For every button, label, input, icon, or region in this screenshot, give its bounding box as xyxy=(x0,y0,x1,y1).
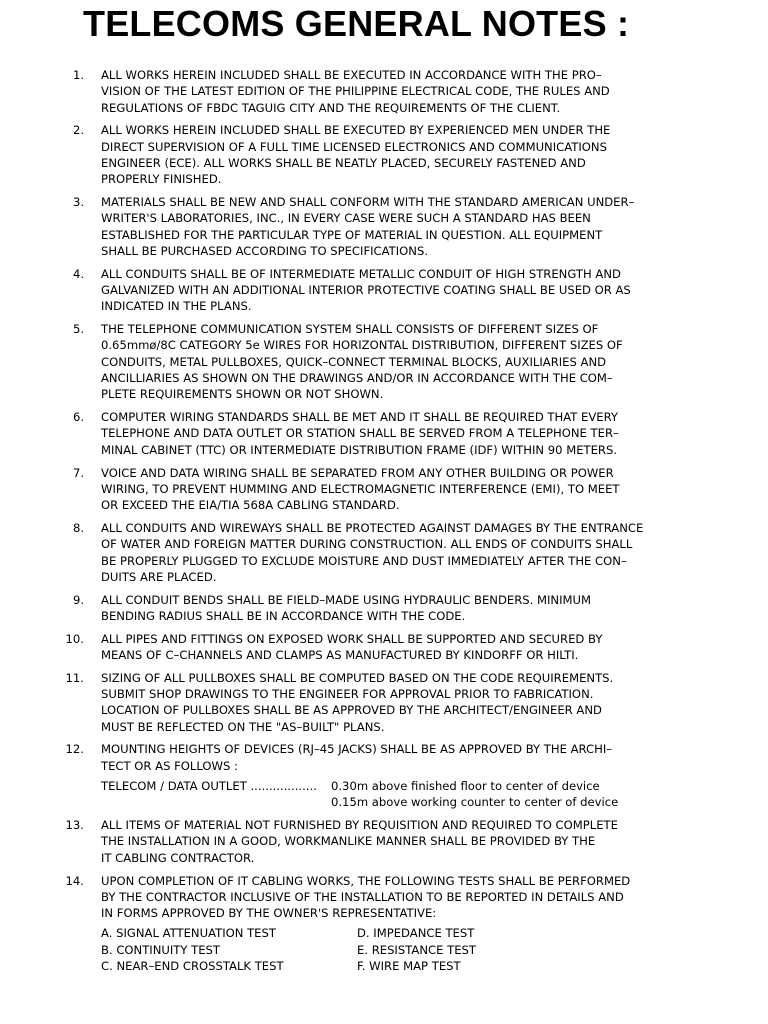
note-number: 5. xyxy=(72,322,84,337)
notes-list xyxy=(0,67,768,981)
note-item xyxy=(0,409,768,458)
note-line: ANCILLIARIES AS SHOWN ON THE DRAWINGS AND/OR IN ACCORDANCE WITH THE COM– xyxy=(101,371,613,386)
note-line: TECT OR AS FOLLOWS : xyxy=(101,758,238,773)
note-item xyxy=(0,741,768,810)
note-item xyxy=(0,266,768,315)
note-line: ALL CONDUITS SHALL BE OF INTERMEDIATE METALLIC CONDUIT OF HIGH STRENGTH AND xyxy=(101,266,621,281)
test-item: B. CONTINUITY TEST xyxy=(101,942,220,957)
note-line: SHALL BE PURCHASED ACCORDING TO SPECIFICATIONS. xyxy=(101,243,429,258)
note-line: ALL CONDUITS AND WIREWAYS SHALL BE PROTECTED AGAINST DAMAGES BY THE ENTRANCE xyxy=(101,520,644,535)
note-line: VISION OF THE LATEST EDITION OF THE PHILIPPINE ELECTRICAL CODE, THE RULES AND xyxy=(101,84,610,99)
note-number: 12. xyxy=(65,742,84,757)
note-line: THE INSTALLATION IN A GOOD, WORKMANLIKE MANNER SHALL BE PROVIDED BY THE xyxy=(101,834,596,849)
note-line: OF WATER AND FOREIGN MATTER DURING CONSTRUCTION. ALL ENDS OF CONDUITS SHALL xyxy=(101,537,633,552)
note-line: MEANS OF C–CHANNELS AND CLAMPS AS MANUFACTURED BY KINDORFF OR HILTI. xyxy=(101,648,579,662)
note-number: 2. xyxy=(72,123,84,138)
note-line: MINAL CABINET (TTC) OR INTERMEDIATE DISTRIBUTION FRAME (IDF) WITHIN 90 METERS. xyxy=(101,442,618,457)
note-line: DUITS ARE PLACED. xyxy=(101,569,217,584)
note-line: ALL ITEMS OF MATERIAL NOT FURNISHED BY REQUISITION AND REQUIRED TO COMPLETE xyxy=(101,818,618,833)
note-line: ALL PIPES AND FITTINGS ON EXPOSED WORK SHALL BE SUPPORTED AND SECURED BY xyxy=(101,631,603,646)
note-line: DIRECT SUPERVISION OF A FULL TIME LICENSED ELECTRONICS AND COMMUNICATIONS xyxy=(101,139,607,154)
note-number: 14. xyxy=(65,873,84,888)
note-number: 4. xyxy=(72,266,84,281)
note-item xyxy=(0,670,768,735)
note-item xyxy=(0,592,768,625)
page-title: TELECOMS GENERAL NOTES : xyxy=(83,3,630,44)
note-line: CONDUITS, METAL PULLBOXES, QUICK–CONNECT TERMINAL BLOCKS, AUXILIARIES AND xyxy=(101,354,607,369)
note-number: 13. xyxy=(65,818,84,833)
note-line: LOCATION OF PULLBOXES SHALL BE AS APPROVED BY THE ARCHITECT/ENGINEER AND xyxy=(101,703,602,718)
note-line: ALL CONDUIT BENDS SHALL BE FIELD–MADE USING HYDRAULIC BENDERS. MINIMUM xyxy=(101,592,591,607)
note-line: PROPERLY FINISHED. xyxy=(101,172,222,187)
note-line: BENDING RADIUS SHALL BE IN ACCORDANCE WITH THE CODE. xyxy=(101,608,466,623)
note-line: VOICE AND DATA WIRING SHALL BE SEPARATED FROM ANY OTHER BUILDING OR POWER xyxy=(101,465,614,480)
note-item xyxy=(0,520,768,585)
note-line: WRITER'S LABORATORIES, INC., IN EVERY CASE WERE SUCH A STANDARD HAS BEEN xyxy=(101,211,591,226)
note-number: 1. xyxy=(72,68,84,82)
note-item xyxy=(0,631,768,664)
note-line: IT CABLING CONTRACTOR. xyxy=(101,850,255,865)
test-list xyxy=(101,925,768,974)
note-line: MUST BE REFLECTED ON THE "AS–BUILT" PLANS. xyxy=(101,719,385,734)
note-line: MOUNTING HEIGHTS OF DEVICES (RJ–45 JACKS) SHALL BE AS APPROVED BY THE ARCHI– xyxy=(101,742,613,757)
note-item xyxy=(0,817,768,866)
note-line: THE TELEPHONE COMMUNICATION SYSTEM SHALL CONSISTS OF DIFFERENT SIZES OF xyxy=(101,322,599,337)
note-line: GALVANIZED WITH AN ADDITIONAL INTERIOR PROTECTIVE COATING SHALL BE USED OR AS xyxy=(101,283,631,298)
note-line: REGULATIONS OF FBDC TAGUIG CITY AND THE REQUIREMENTS OF THE CLIENT. xyxy=(101,100,561,115)
note-line: BE PROPERLY PLUGGED TO EXCLUDE MOISTURE AND DUST IMMEDIATELY AFTER THE CON– xyxy=(101,553,627,568)
test-item: A. SIGNAL ATTENUATION TEST xyxy=(101,926,276,941)
note-item xyxy=(0,465,768,514)
test-item: C. NEAR–END CROSSTALK TEST xyxy=(101,959,284,974)
note-line: PLETE REQUIREMENTS SHOWN OR NOT SHOWN. xyxy=(101,387,384,402)
note-item xyxy=(0,321,768,402)
note-item xyxy=(0,194,768,259)
mounting-value: 0.30m above finished floor to center of device xyxy=(331,779,600,794)
note-line: INDICATED IN THE PLANS. xyxy=(101,299,252,314)
note-item xyxy=(0,122,768,187)
note-line: SIZING OF ALL PULLBOXES SHALL BE COMPUTED BASED ON THE CODE REQUIREMENTS. xyxy=(101,670,614,685)
note-line: UPON COMPLETION OF IT CABLING WORKS, THE FOLLOWING TESTS SHALL BE PERFORMED xyxy=(101,873,631,888)
note-item xyxy=(0,873,768,975)
test-item: E. RESISTANCE TEST xyxy=(357,942,476,957)
note-number: 10. xyxy=(65,631,84,646)
note-number: 6. xyxy=(72,410,84,425)
mounting-label: TELECOM / DATA OUTLET .................. xyxy=(101,779,317,794)
note-number: 8. xyxy=(72,520,84,535)
note-number: 9. xyxy=(72,592,84,607)
note-line: ENGINEER (ECE). ALL WORKS SHALL BE NEATLY PLACED, SECURELY FASTENED AND xyxy=(101,155,586,170)
test-item: D. IMPEDANCE TEST xyxy=(357,926,475,941)
note-line: TELEPHONE AND DATA OUTLET OR STATION SHALL BE SERVED FROM A TELEPHONE TER– xyxy=(101,426,619,441)
note-line: SUBMIT SHOP DRAWINGS TO THE ENGINEER FOR APPROVAL PRIOR TO FABRICATION. xyxy=(101,687,594,702)
mounting-heights xyxy=(101,778,768,811)
note-number: 3. xyxy=(72,195,84,210)
note-line: WIRING, TO PREVENT HUMMING AND ELECTROMAGNETIC INTERFERENCE (EMI), TO MEET xyxy=(101,481,620,496)
note-line: COMPUTER WIRING STANDARDS SHALL BE MET AND IT SHALL BE REQUIRED THAT EVERY xyxy=(101,410,619,425)
note-line: MATERIALS SHALL BE NEW AND SHALL CONFORM WITH THE STANDARD AMERICAN UNDER– xyxy=(101,195,635,210)
note-number: 7. xyxy=(72,465,84,480)
note-line: BY THE CONTRACTOR INCLUSIVE OF THE INSTALLATION TO BE REPORTED IN DETAILS AND xyxy=(101,889,624,904)
note-item xyxy=(0,67,768,116)
note-line: ESTABLISHED FOR THE PARTICULAR TYPE OF MATERIAL IN QUESTION. ALL EQUIPMENT xyxy=(101,227,603,242)
note-line: 0.65mmø/8C CATEGORY 5e WIRES FOR HORIZONTAL DISTRIBUTION, DIFFERENT SIZES OF xyxy=(101,338,623,353)
test-item: F. WIRE MAP TEST xyxy=(357,959,461,974)
note-line: IN FORMS APPROVED BY THE OWNER'S REPRESENTATIVE: xyxy=(101,906,437,921)
mounting-value: 0.15m above working counter to center of device xyxy=(331,795,619,810)
note-line: OR EXCEED THE EIA/TIA 568A CABLING STANDARD. xyxy=(101,498,400,513)
note-line: ALL WORKS HEREIN INCLUDED SHALL BE EXECUTED BY EXPERIENCED MEN UNDER THE xyxy=(101,123,611,138)
note-line: ALL WORKS HEREIN INCLUDED SHALL BE EXECUTED IN ACCORDANCE WITH THE PRO– xyxy=(101,68,602,82)
note-number: 11. xyxy=(65,670,84,685)
